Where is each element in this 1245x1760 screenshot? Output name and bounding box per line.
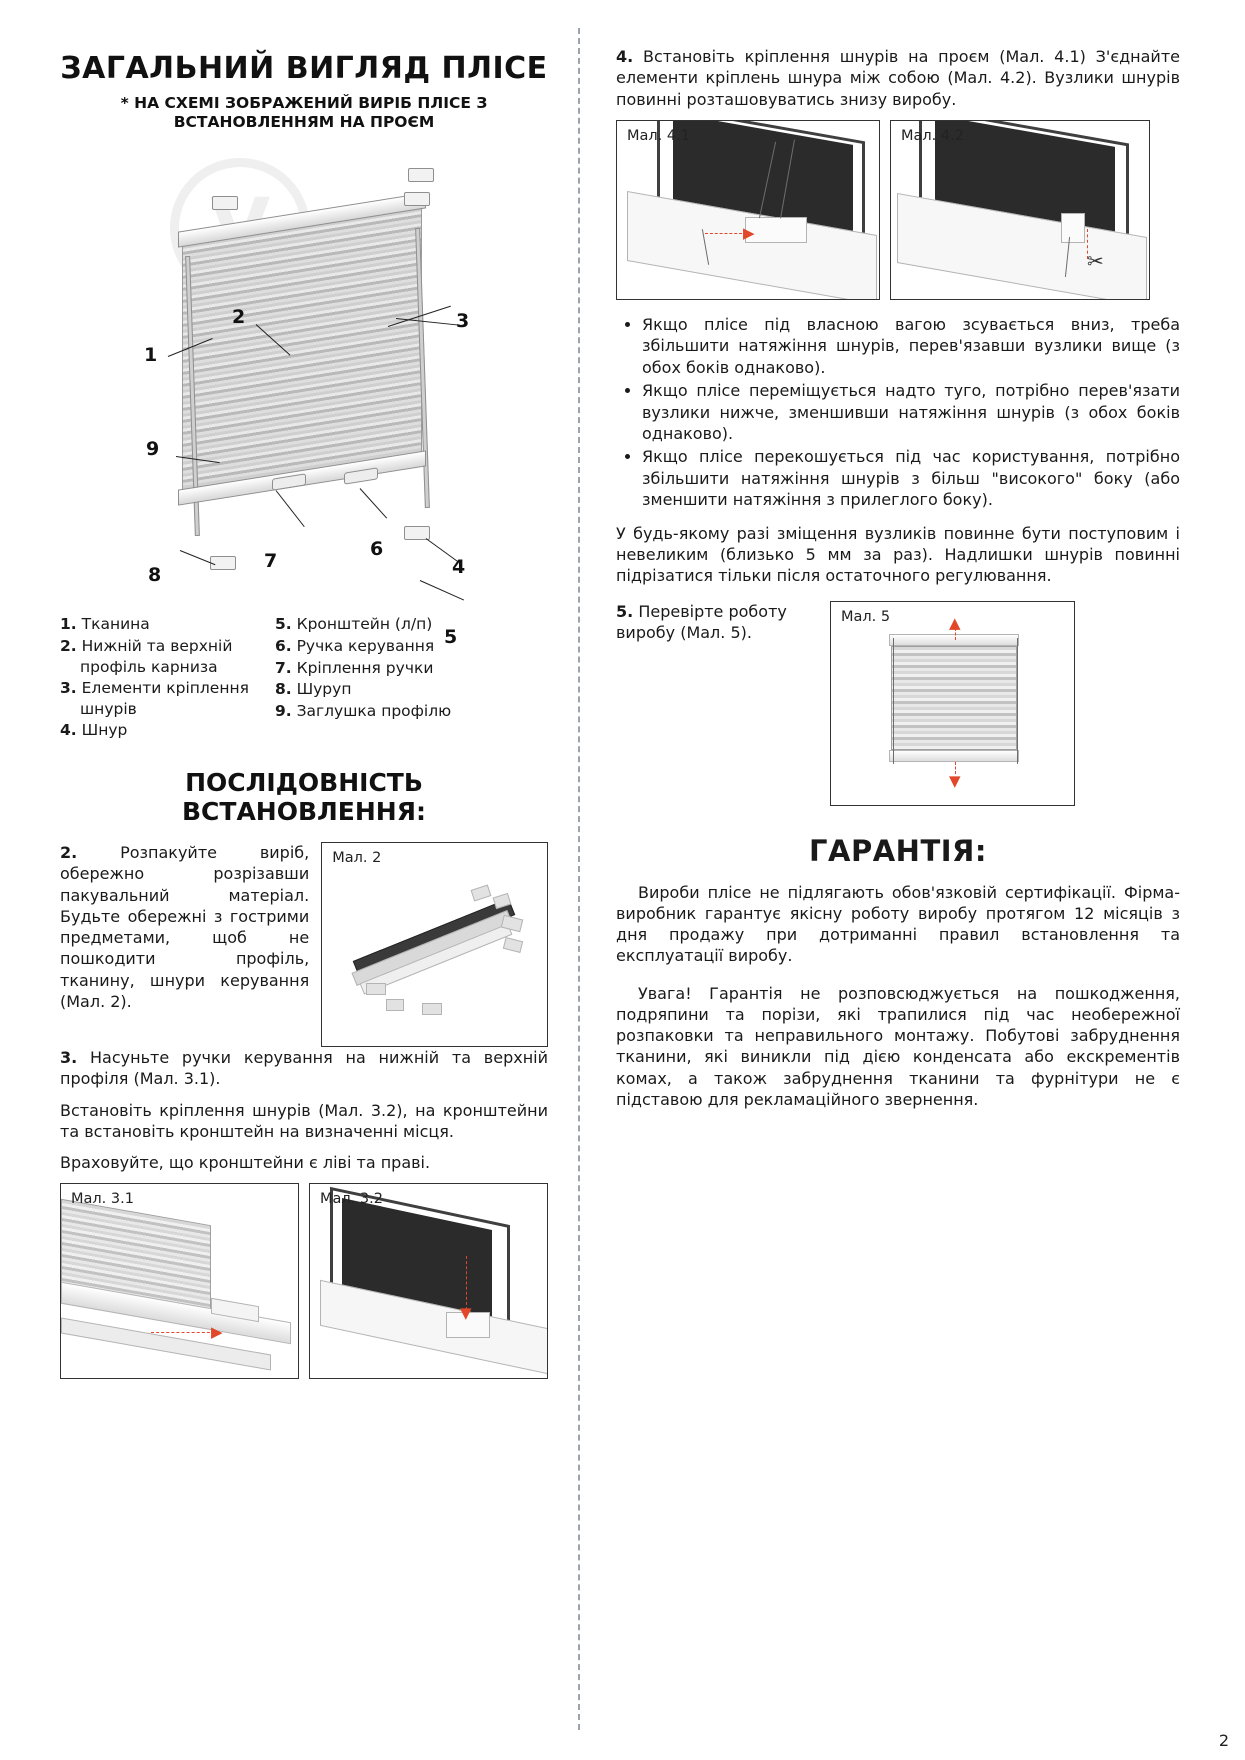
legend-label: Заглушка профілю (296, 701, 452, 720)
adjustment-note: У будь-якому разі зміщення вузликів повинне бути поступовим і невеликим (близько 5 мм за раз). Надлишки шнурів повинні підрізатися тільки після остаточного регулювання. (616, 523, 1180, 586)
accessory-icon-7 (422, 1003, 442, 1015)
scissors-icon: ✂ (1087, 248, 1104, 273)
figure-5-label: Мал. 5 (841, 608, 891, 625)
legend-number: 4. (60, 721, 77, 740)
figure-4-2-label: Мал. 4.2 (901, 127, 964, 144)
legend-item (275, 614, 451, 635)
legend-number: 8. (274, 680, 292, 699)
figure-3-1 (60, 1183, 299, 1379)
legend-label: Шуруп (296, 680, 352, 699)
mount-direction-dashed (466, 1256, 467, 1310)
adjustment-bullets (616, 314, 1180, 511)
legend-column-2 (275, 614, 451, 742)
bullet-item: • Якщо пліcе перекошується під час користування, потрібно збільшити натяжіння шнурів з більш "високого" боку (або зменшити натяжіння з прилеглого боку). (642, 446, 1180, 510)
install-direction-dashed (705, 233, 747, 234)
legend-number: 3. (60, 679, 77, 698)
install-sequence-title: ПОСЛІДОВНІСТЬ ВСТАНОВЛЕННЯ: (182, 768, 426, 826)
figure-5 (830, 601, 1075, 806)
step-3-paragraph-2: Встановіть кріплення шнурів (Мал. 3.2), на кронштейни та встановіть кронштейн на визначенні місця. (60, 1100, 548, 1141)
bullet-item: • Якщо пліcе під власною вагою зсувається вниз, треба збільшити натяжіння шнурів, перев'язавши вузлики вище (з обох боків однаково). (642, 314, 1180, 378)
top-profile-icon (889, 634, 1019, 646)
legend-number: 7. (274, 658, 292, 677)
legend-label-cont: профіль карниза (80, 657, 218, 676)
page-subtitle: * НА СХЕМІ ЗОБРАЖЕНИЙ ВИРІБ ПЛІСЕ З ВСТАНОВЛЕННЯМ НА ПРОЄМ (120, 93, 488, 131)
legend-number: 6. (274, 636, 292, 655)
right-column (580, 28, 1180, 1730)
legend-label: Ручка керування (296, 636, 435, 655)
mount-arrow-icon: ▼ (460, 1304, 472, 1323)
legend-item (275, 701, 451, 722)
cord-right-line (1017, 638, 1018, 764)
bullet-item: • Якщо пліcе переміщується надто туго, потрібно перев'язати вузлики нижче, зменшивши натяжіння шнурів (з обох боків однаково). (642, 380, 1180, 444)
figure-4-2 (890, 120, 1150, 300)
warranty-paragraph-1: Вироби пліcе не підлягають обов'язковій сертифікації. Фірма-виробник гарантує якісну роботу виробу протягом 12 місяців з дня продажу при дотриманні правил встановлення та експлуатації виробу. (616, 882, 1180, 966)
figure-4-1-label: Мал. 4.1 (627, 127, 690, 144)
accessory-icon-6 (386, 999, 404, 1011)
page-number: 2 (1218, 1731, 1229, 1750)
up-arrow-icon: ▲ (949, 613, 961, 632)
legend-number: 1. (60, 615, 77, 634)
warranty-paragraph-2: Увага! Гарантія не розповсюджується на пошкодження, подряпини та порізи, які трапилися під час необережної розпаковки та неправильного монтажу. Побутові забруднення тканини, які виникли під дією конденсата або екскрементів комах, а також забруднення тканини та фурнітури не є підставою для рекламаційного звернення. (616, 983, 1180, 1109)
leader-5 (420, 580, 464, 600)
legend-label: Кріплення ручки (296, 658, 434, 677)
leader-7 (276, 491, 305, 528)
cord-fixing-top-right-icon (404, 192, 430, 206)
step-2-paragraph (60, 842, 309, 1012)
pleat-fabric-sample (891, 646, 1017, 750)
legend-number: 9. (274, 701, 292, 720)
legend-label: Нижній та верхній (81, 636, 233, 655)
step-5-text-wrap (616, 601, 816, 644)
assembly-arrow-icon: ▶ (211, 1323, 223, 1342)
legend-label-cont: шнурів (80, 699, 137, 718)
legend-label: Елементи кріплення (81, 679, 249, 698)
step-5-block (616, 601, 1180, 806)
step-3-body: Насуньте ручки керування на нижній та верхній профіля (Мал. 3.1). (60, 1048, 548, 1089)
left-column (30, 28, 578, 1730)
step-3-paragraph-3: Враховуйте, що кронштейни є ліві та праві. (60, 1153, 431, 1173)
callout-4: 4 (452, 556, 466, 579)
callout-9: 9 (146, 438, 160, 461)
figure-4-1 (616, 120, 880, 300)
step-2-number: 2. (60, 843, 78, 862)
cord-connector-icon (1061, 213, 1085, 243)
callout-7: 7 (264, 550, 278, 573)
legend-number: 5. (274, 615, 292, 634)
legend-item (275, 636, 451, 657)
legend-item (275, 679, 451, 700)
install-arrow-icon: ▶ (743, 223, 755, 242)
figure-3-1-label: Мал. 3.1 (71, 1191, 134, 1208)
warranty-title: ГАРАНТІЯ: (809, 833, 987, 868)
step-3-paragraph (60, 1047, 548, 1090)
down-dashed (955, 762, 956, 774)
callout-6: 6 (370, 538, 384, 561)
bottom-profile-icon (889, 750, 1019, 762)
figure-2 (321, 842, 548, 1047)
legend-item (275, 658, 451, 679)
step-5-number: 5. (616, 601, 634, 621)
legend-number: 2. (60, 636, 77, 655)
figure-3-2 (309, 1183, 548, 1379)
accessory-icon-1 (471, 885, 492, 902)
down-arrow-icon: ▼ (949, 771, 961, 790)
callout-3: 3 (456, 310, 470, 333)
legend-label: Тканина (81, 615, 150, 634)
cord-left-line (893, 638, 894, 764)
step-2-block (60, 842, 548, 1047)
figure-3-2-label: Мал. 3.2 (320, 1191, 383, 1208)
legend-item (60, 720, 249, 741)
page-title: ЗАГАЛЬНИЙ ВИГЛЯД ПЛІСЕ (60, 51, 548, 86)
leader-6 (360, 489, 388, 519)
step-4-number: 4. (616, 47, 634, 66)
step-4-body: Встановіть кріплення шнурів на проєм (Мал. 4.1) З'єднайте елементи кріплень шнура між собою (Мал. 4.2). Вузлики шнурів повинні розташовуватись знизу виробу. (616, 47, 1180, 109)
accessory-icon-4 (503, 937, 523, 953)
legend-label: Шнур (81, 721, 128, 740)
step-5-body: Перевірте роботу виробу (Мал. 5). (616, 601, 787, 642)
step-2-text-wrap (60, 842, 309, 1022)
bracket-top-left-icon (212, 196, 238, 210)
callout-1: 1 (144, 344, 158, 367)
callout-5: 5 (444, 626, 458, 649)
callout-8: 8 (148, 564, 162, 587)
legend-item (60, 614, 249, 635)
legend-item (60, 636, 249, 677)
figure-2-label: Мал. 2 (332, 850, 382, 866)
figures-4-row (616, 120, 1180, 300)
pleated-fabric-illustration (182, 207, 422, 495)
legend-column-1 (60, 614, 249, 742)
step-3-number: 3. (60, 1048, 78, 1067)
legend-item (60, 678, 249, 719)
up-dashed (955, 628, 956, 640)
legend-label: Кронштейн (л/п) (296, 615, 433, 634)
legend (60, 614, 548, 742)
packed-profile-icon-2 (352, 910, 513, 986)
assembly-direction-dashed (151, 1332, 215, 1333)
step-2-body: Розпакуйте виріб, обережно розрізавши пакувальний матеріал. Будьте обережні з гострими предметами, щоб не пошкодити профіль, тканину, шнури керування (Мал. 2). (60, 843, 310, 1011)
callout-2: 2 (232, 306, 246, 329)
figures-3-row (60, 1183, 548, 1379)
accessory-icon-5 (366, 983, 386, 995)
step-4-paragraph (616, 46, 1180, 110)
bracket-top-right-icon (408, 168, 434, 182)
